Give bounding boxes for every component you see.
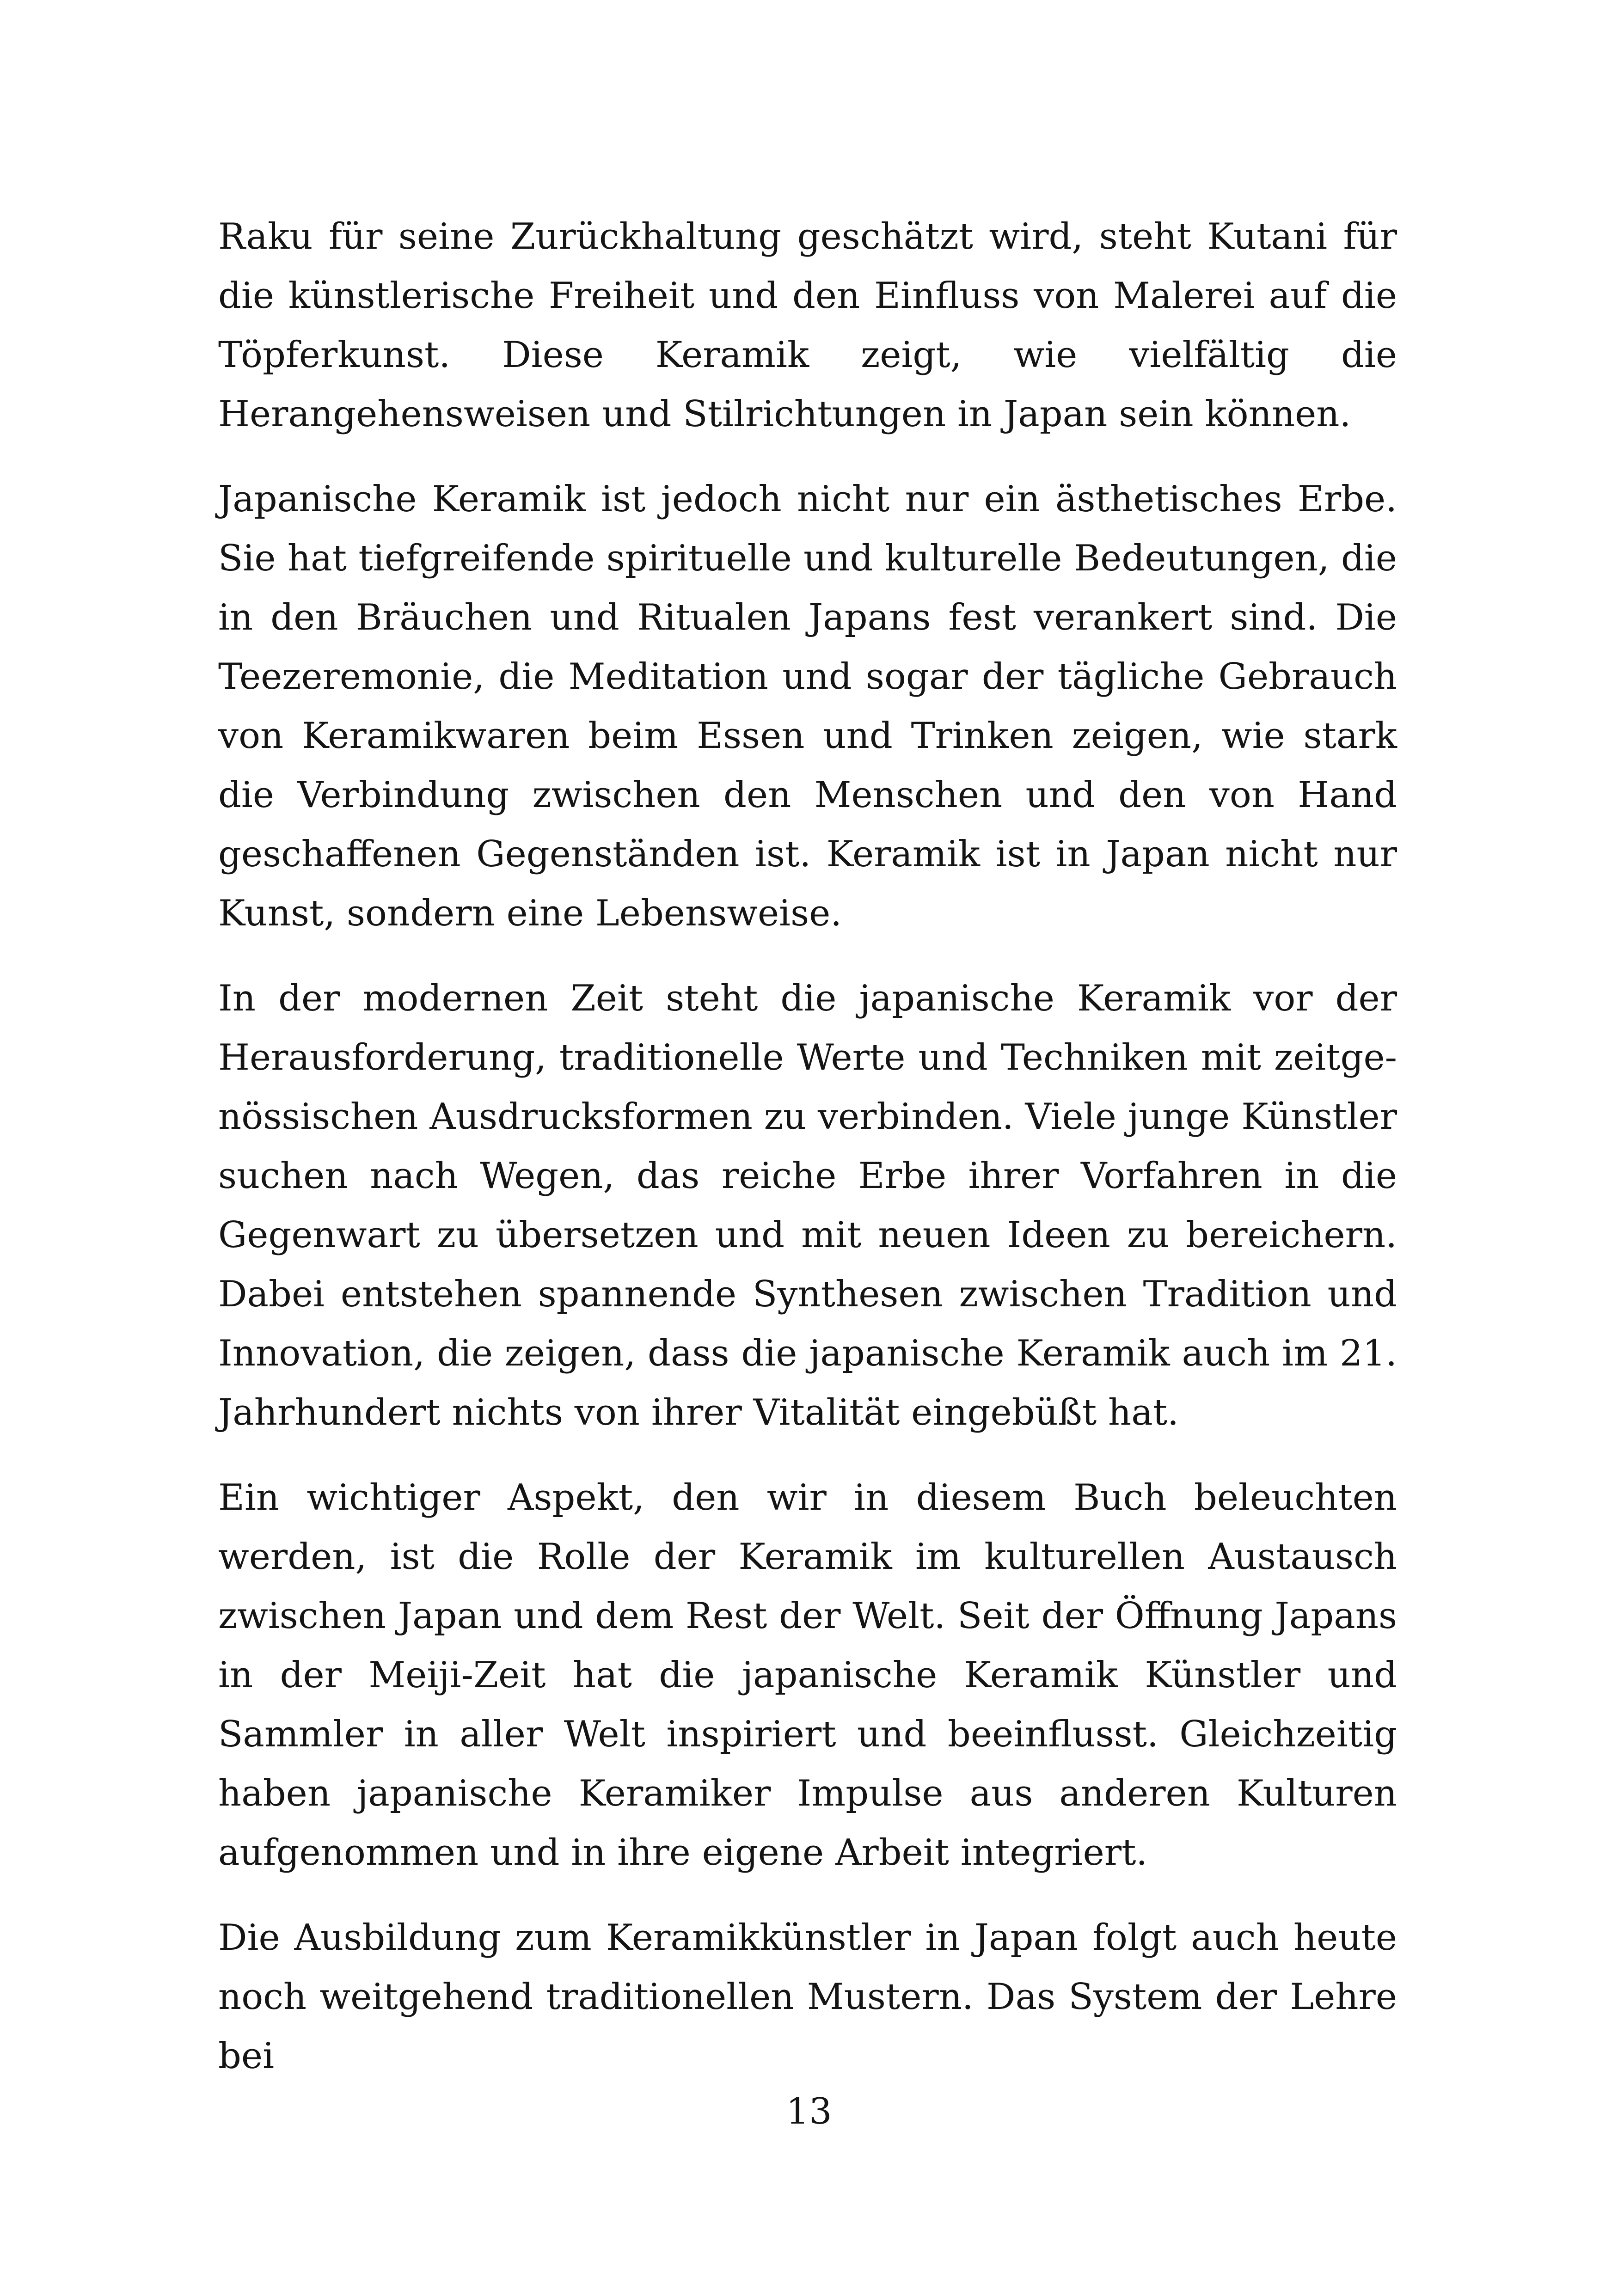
paragraph-2: Japanische Keramik ist jedoch nicht nur ein ästhetisches Erbe. Sie hat tiefgreifende spirituelle und kulturelle Bedeutungen, die in den Bräuchen und Ritualen Japans fest verankert sind. Die Teezeremonie, die Meditation und sogar der tägliche Gebrauch von Keramikwaren beim Essen und Trinken zeigen, wie stark die Verbindung zwischen den Menschen und den von Hand geschaffenen Gegenständen ist. Keramik ist in Japan nicht nur Kunst, sondern eine Lebensweise. bbox=[218, 478, 1397, 934]
paragraph-3: In der modernen Zeit steht die japanische Keramik vor der Herausforderung, traditionelle Werte und Techniken mit zeitgenössischen Ausdrucksformen zu verbinden. Viele junge Künstler suchen nach Wegen, das reiche Erbe ihrer Vorfahren in die Gegenwart zu übersetzen und mit neuen Ideen zu bereichern. Dabei entstehen spannende Synthesen zwischen Tradition und Innovation, die zeigen, dass die japanische Keramik auch im 21. Jahrhundert nichts von ihrer Vitalität eingebüßt hat. bbox=[218, 978, 1397, 1433]
page-number: 13 bbox=[786, 2091, 832, 2132]
paragraph-4: Ein wichtiger Aspekt, den wir in diesem Buch beleuchten werden, ist die Rolle der Keramik im kulturellen Austausch zwischen Japan und dem Rest der Welt. Seit der Öffnung Japans in der Meiji-Zeit hat die japanische Keramik Künstler und Sammler in aller Welt inspiriert und beeinflusst. Gleichzeitig haben japanische Keramiker Impulse aus anderen Kulturen aufgenommen und in ihre eigene Arbeit integriert. bbox=[218, 1477, 1397, 1874]
body-text bbox=[218, 207, 1397, 2112]
paragraph-1: Raku für seine Zurückhaltung geschätzt wird, steht Kutani für die künstlerische Freiheit und den Einfluss von Malerei auf die Töpferkunst. Diese Keramik zeigt, wie vielfältig die Herangehensweisen und Stilrichtungen in Japan sein können. bbox=[218, 216, 1397, 435]
paragraph-5: Die Ausbildung zum Keramikkünstler in Japan folgt auch heute noch weitgehend traditionellen Mustern. Das System der Lehre bei bbox=[218, 1917, 1397, 2077]
